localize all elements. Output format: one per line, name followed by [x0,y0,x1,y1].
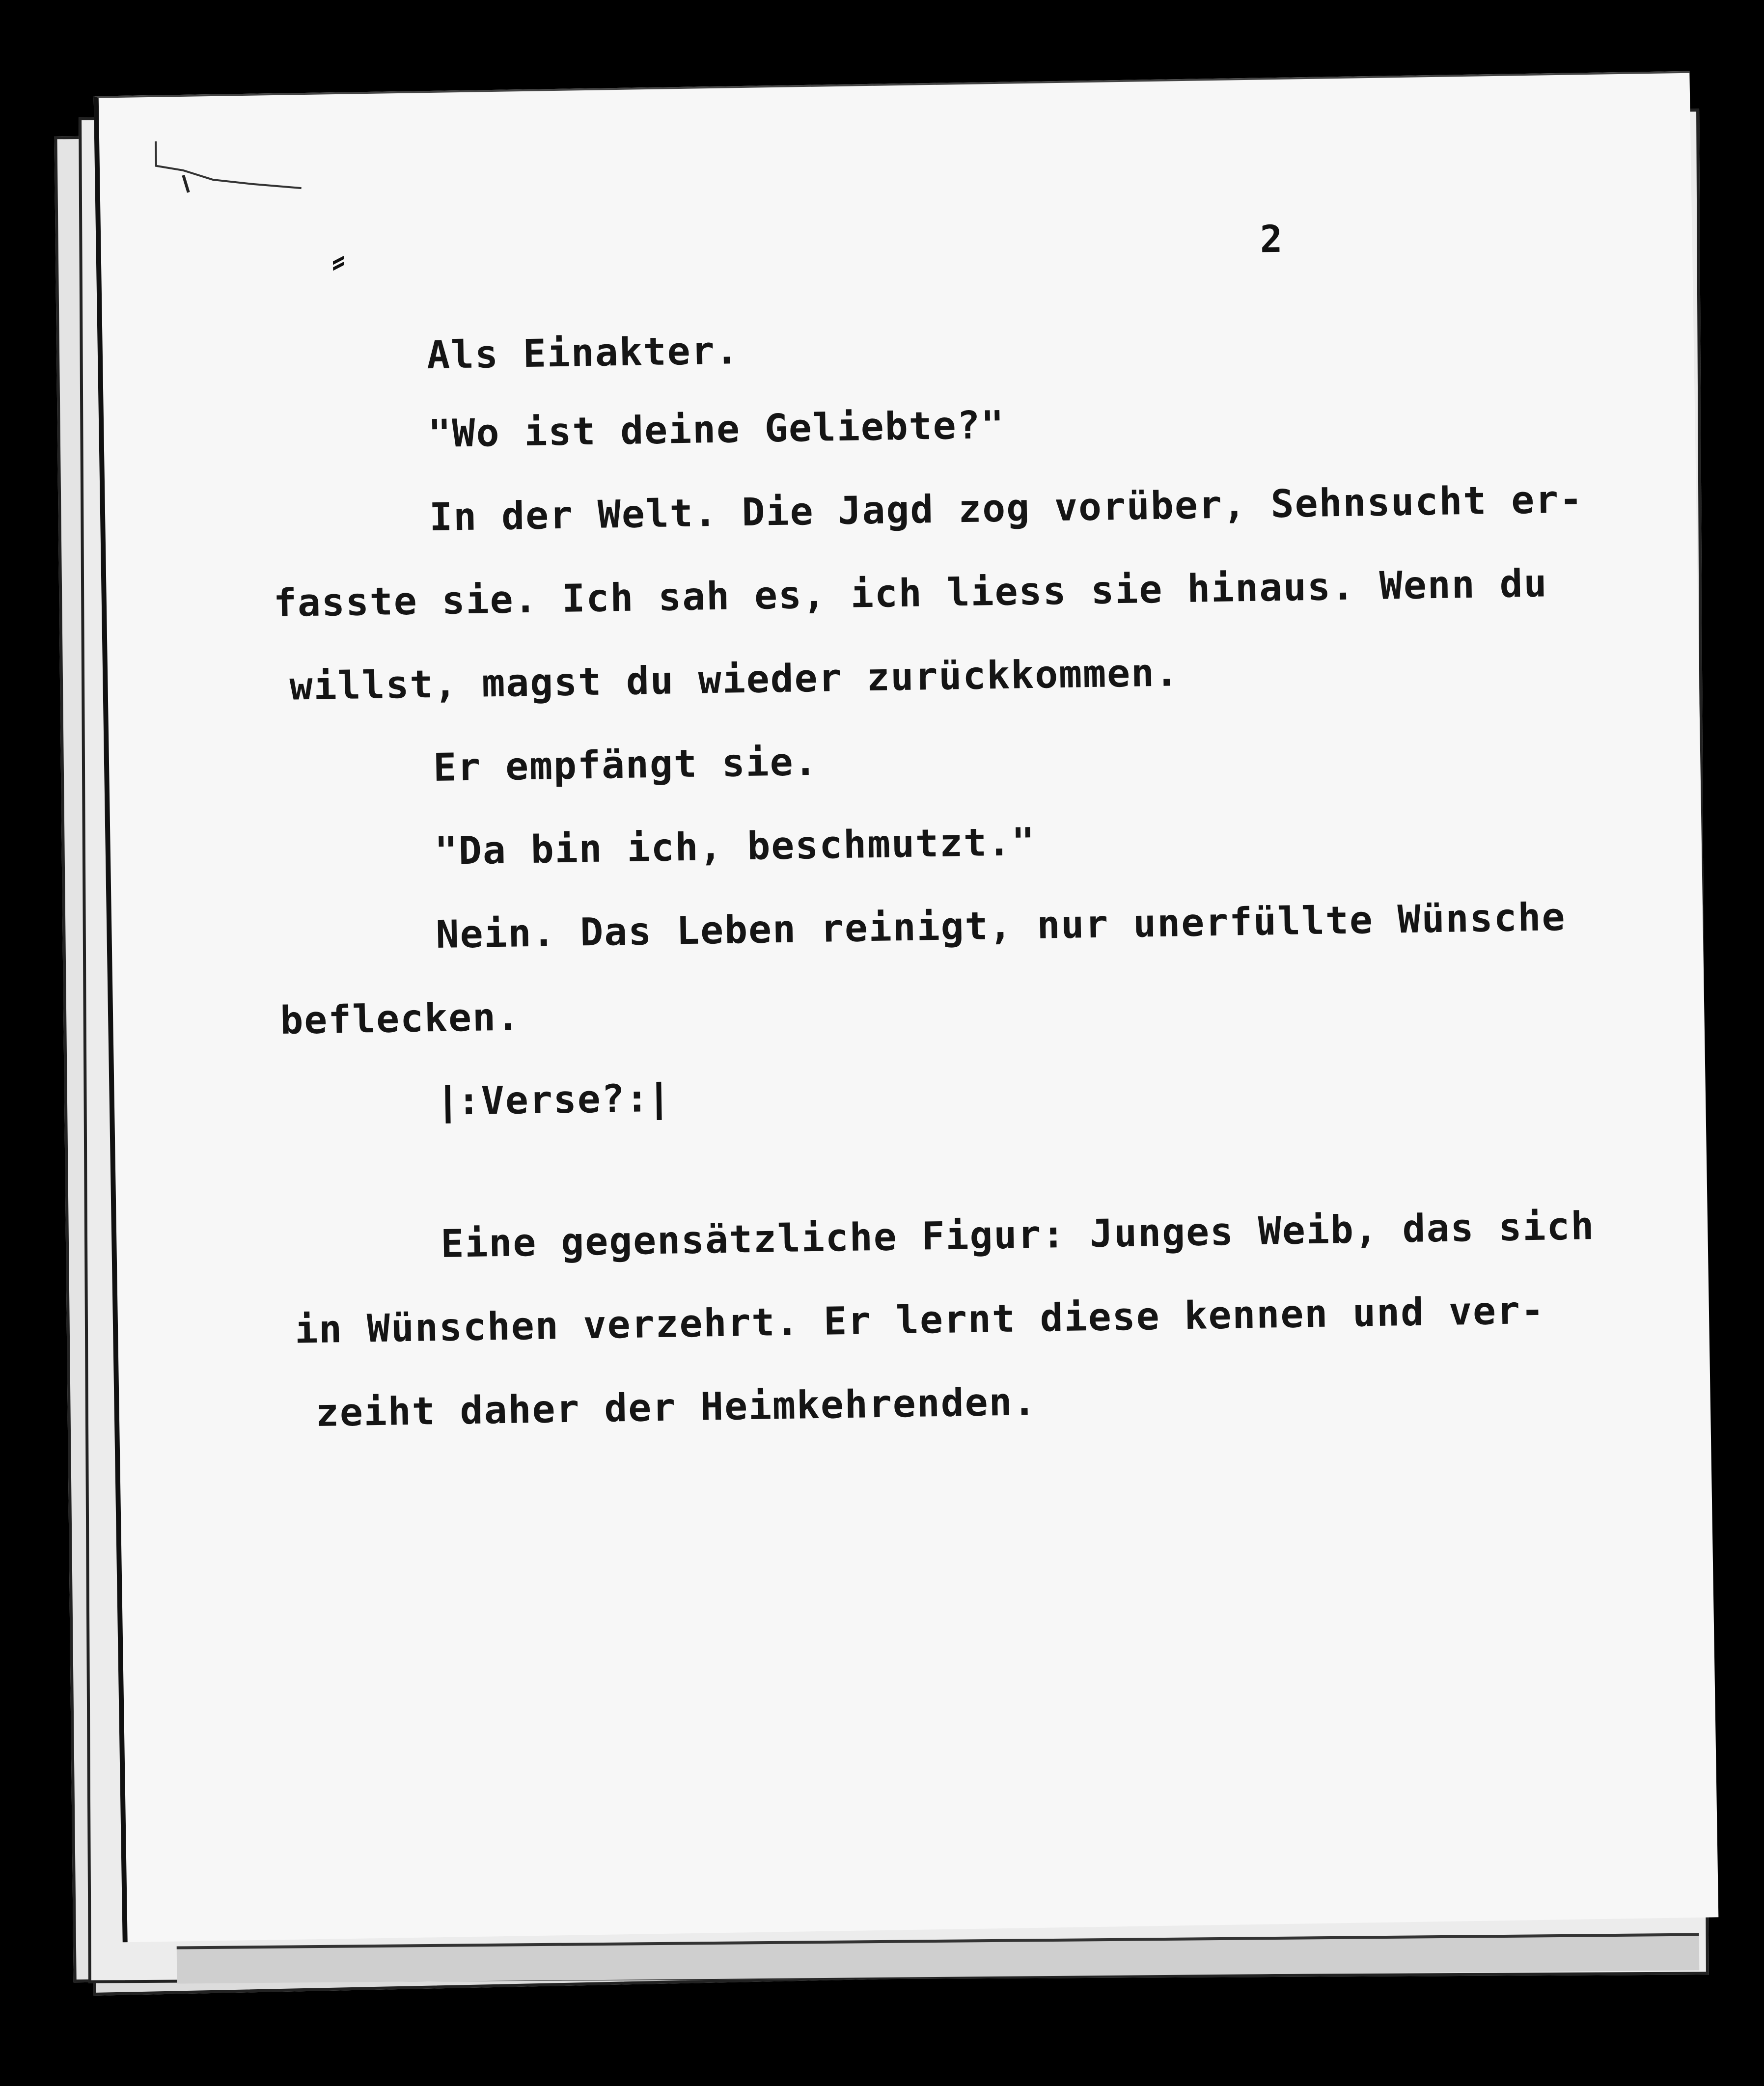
text-line: willst, magst du wieder zurückkommen. [289,651,1180,709]
text-line: in Wünschen verzehrt. Er lernt diese kennen und ver- [294,1288,1545,1352]
text-line-bracketed [438,1076,668,1124]
left-bracket-bar [445,1085,450,1123]
text-line: Nein. Das Leben reinigt, nur unerfüllte Wünsche [435,895,1567,958]
bracketed-text: :Verse?: [457,1076,650,1124]
text-line: zeiht daher der Heimkehrenden. [315,1379,1038,1435]
corner-pencil-mark [153,134,311,195]
text-line: "Da bin ich, beschmutzt." [434,820,1036,874]
right-bracket-bar [656,1081,662,1120]
text-line: beflecken. [279,995,521,1043]
typed-page [94,71,1719,1943]
text-line: Er empfängt sie. [433,740,819,791]
text-line: Eine gegensätzliche Figur: Junges Weib, das sich [440,1204,1595,1266]
text-line: Als Einakter. [426,329,740,378]
text-line: "Wo ist deine Geliebte?" [427,403,1006,457]
text-line: fasste sie. Ich sah es, ich liess sie hinaus. Wenn du [273,561,1548,626]
text-line: In der Welt. Die Jagd zog vorüber, Sehnsucht er- [429,477,1584,540]
margin-mark: ⸗ [331,236,346,283]
page-number: 2 [1259,217,1283,261]
